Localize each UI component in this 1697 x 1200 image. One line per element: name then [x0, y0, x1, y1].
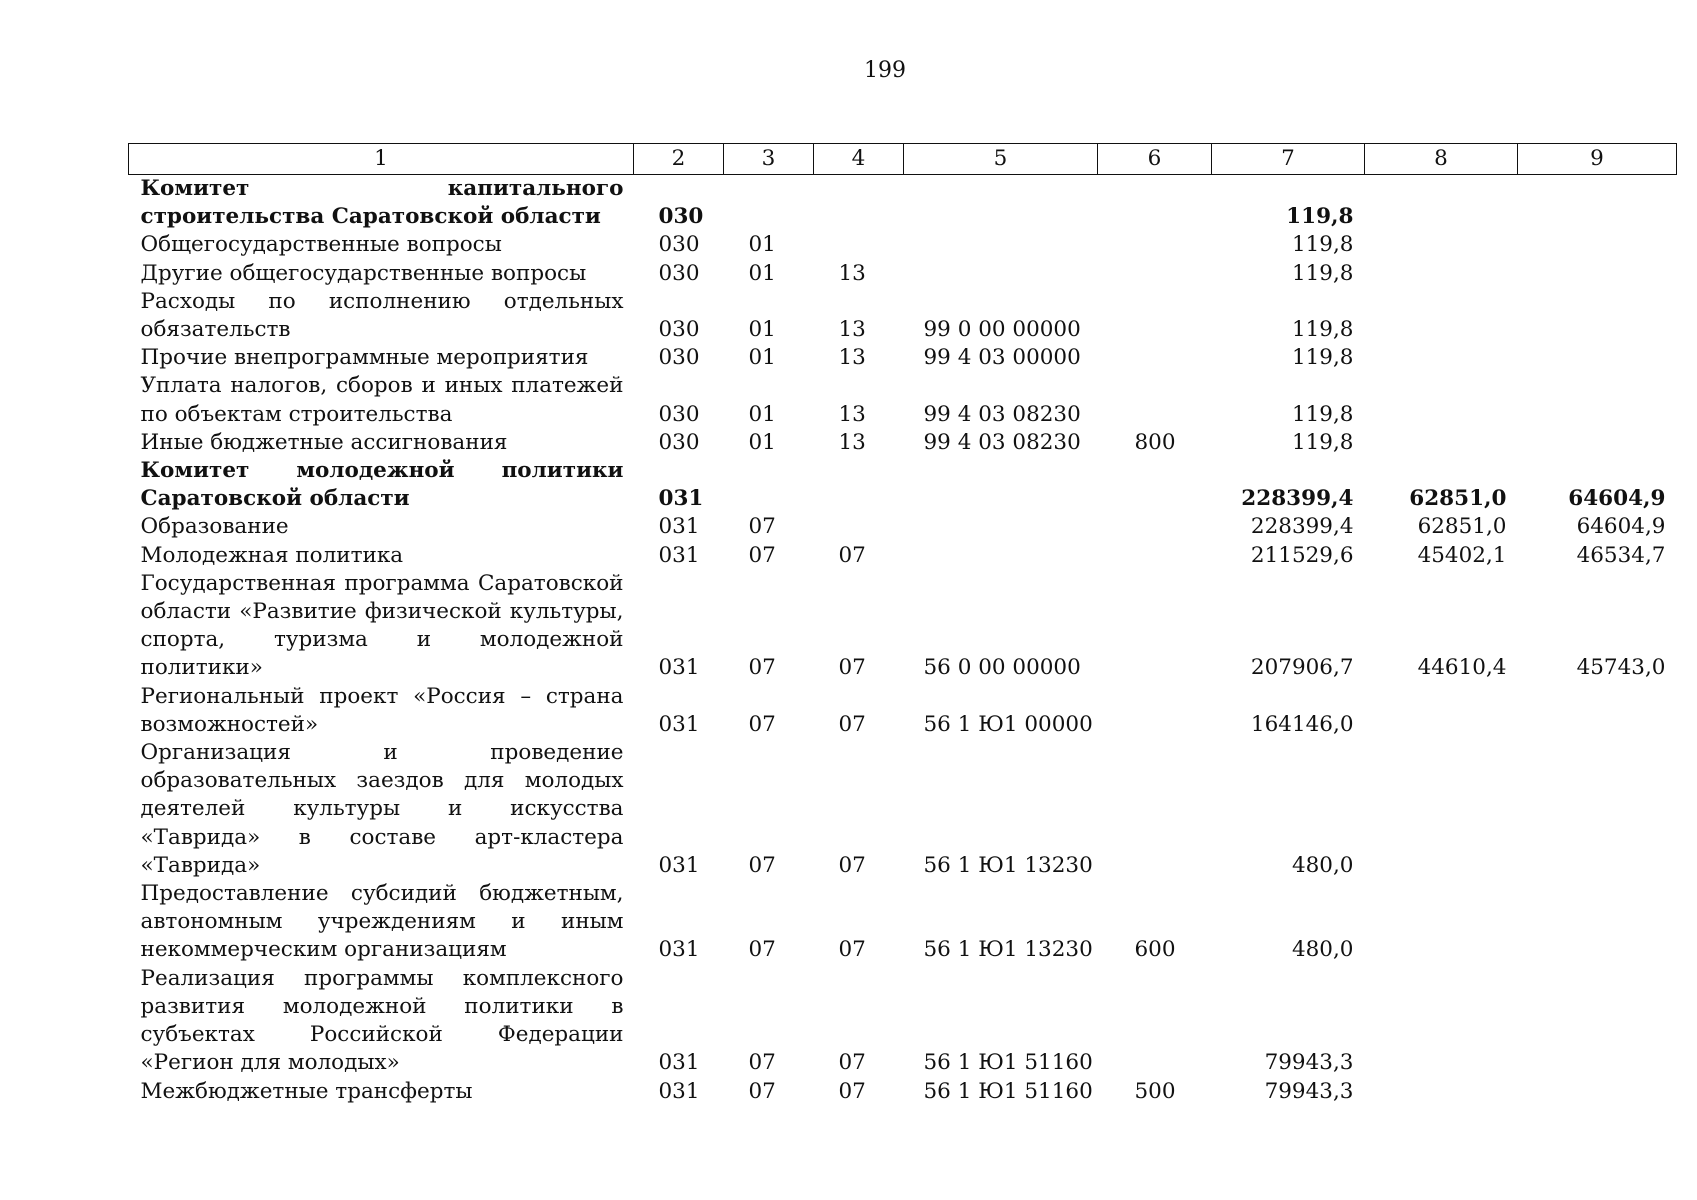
cell-target-article: 56 1 Ю1 51160 — [923, 1078, 1093, 1104]
cell-expense-type — [1098, 739, 1212, 880]
cell-ministry: 031 — [658, 486, 704, 512]
cell-expense-type — [1098, 683, 1212, 739]
cell-amount-col9 — [1518, 1078, 1677, 1106]
cell-amount-col7: 228399,4 — [1250, 514, 1354, 540]
table-row — [129, 739, 1677, 880]
cell-amount-col9 — [1518, 739, 1677, 880]
cell-ministry: 031 — [658, 1050, 700, 1076]
cell-subsection: 13 — [838, 345, 866, 371]
cell-expense-type — [1098, 513, 1212, 541]
cell-amount-col9 — [1518, 175, 1677, 232]
cell-amount-col8: 62851,0 — [1409, 486, 1507, 512]
cell-amount-col9: 64604,9 — [1568, 486, 1666, 512]
cell-amount-col9 — [1518, 429, 1677, 457]
table-row — [129, 513, 1677, 541]
cell-section: 07 — [748, 1050, 776, 1076]
cell-ministry: 031 — [658, 937, 700, 963]
cell-subsection: 07 — [838, 655, 866, 681]
cell-name: Другие общегосударственные вопросы — [140, 260, 587, 286]
cell-ministry: 030 — [658, 260, 700, 286]
cell-amount-col7: 119,8 — [1291, 232, 1354, 258]
cell-section: 01 — [748, 429, 776, 455]
cell-ministry: 030 — [658, 317, 700, 343]
cell-expense-type — [1098, 175, 1212, 232]
cell-target-article: 56 1 Ю1 13230 — [923, 937, 1093, 963]
cell-section — [724, 457, 814, 513]
cell-amount-col8 — [1365, 344, 1518, 372]
cell-ministry: 031 — [658, 711, 700, 737]
cell-amount-col7: 164146,0 — [1250, 711, 1354, 737]
header-col-1: 1 — [129, 144, 634, 175]
cell-section: 07 — [748, 655, 776, 681]
cell-expense-type — [1098, 457, 1212, 513]
table-row — [129, 542, 1677, 570]
cell-amount-col9: 46534,7 — [1576, 542, 1666, 568]
cell-amount-col8 — [1365, 260, 1518, 288]
table-row — [129, 1078, 1677, 1106]
header-col-5: 5 — [904, 144, 1098, 175]
cell-amount-col7: 480,0 — [1291, 852, 1354, 878]
header-col-7: 7 — [1212, 144, 1365, 175]
cell-ministry: 030 — [658, 401, 700, 427]
cell-amount-col8: 45402,1 — [1417, 542, 1507, 568]
cell-target-article — [904, 457, 1098, 513]
cell-expense-type — [1098, 288, 1212, 344]
cell-section — [724, 175, 814, 232]
cell-subsection — [814, 457, 904, 513]
cell-expense-type: 600 — [1134, 937, 1176, 963]
cell-subsection — [814, 175, 904, 232]
cell-amount-col7: 480,0 — [1291, 937, 1354, 963]
table-row — [129, 372, 1677, 428]
cell-amount-col7: 119,8 — [1291, 345, 1354, 371]
cell-amount-col7: 119,8 — [1286, 204, 1354, 230]
cell-subsection — [814, 513, 904, 541]
cell-amount-col9: 64604,9 — [1576, 514, 1666, 540]
cell-amount-col9 — [1518, 683, 1677, 739]
cell-ministry: 030 — [658, 429, 700, 455]
cell-name: Иные бюджетные ассигнования — [140, 429, 508, 455]
cell-target-article: 99 0 00 00000 — [923, 317, 1081, 343]
cell-ministry: 031 — [658, 655, 700, 681]
cell-expense-type — [1098, 344, 1212, 372]
cell-name: Уплата налогов, сборов и иных платежей по объектам строительства — [140, 373, 624, 427]
cell-target-article: 56 1 Ю1 00000 — [923, 711, 1093, 737]
cell-amount-col7: 207906,7 — [1250, 655, 1354, 681]
cell-ministry: 031 — [658, 542, 700, 568]
cell-ministry: 030 — [658, 204, 704, 230]
cell-ministry: 031 — [658, 514, 700, 540]
cell-amount-col8 — [1365, 288, 1518, 344]
cell-ministry: 031 — [658, 1078, 700, 1104]
cell-expense-type: 500 — [1134, 1078, 1176, 1104]
cell-amount-col7: 228399,4 — [1241, 486, 1354, 512]
cell-name: Прочие внепрограммные мероприятия — [140, 345, 589, 371]
cell-expense-type — [1098, 570, 1212, 683]
cell-target-article: 56 1 Ю1 51160 — [923, 1050, 1093, 1076]
cell-subsection: 07 — [838, 542, 866, 568]
cell-target-article — [904, 260, 1098, 288]
cell-ministry: 030 — [658, 232, 700, 258]
cell-amount-col7: 119,8 — [1291, 401, 1354, 427]
table-row — [129, 880, 1677, 965]
cell-section: 01 — [748, 401, 776, 427]
cell-amount-col8 — [1365, 1078, 1518, 1106]
cell-amount-col8 — [1365, 175, 1518, 232]
cell-target-article: 56 0 00 00000 — [923, 655, 1081, 681]
cell-subsection: 07 — [838, 852, 866, 878]
cell-name: Молодежная политика — [140, 542, 404, 568]
header-col-4: 4 — [814, 144, 904, 175]
cell-target-article: 99 4 03 00000 — [923, 345, 1081, 371]
table-row — [129, 457, 1677, 513]
cell-name: Образование — [140, 514, 289, 540]
cell-target-article — [904, 231, 1098, 259]
cell-amount-col9 — [1518, 260, 1677, 288]
cell-amount-col9 — [1518, 965, 1677, 1078]
header-col-2: 2 — [634, 144, 724, 175]
table-row — [129, 683, 1677, 739]
cell-name: Комитет капитального строительства Саратовской области — [140, 176, 624, 230]
cell-name: Межбюджетные трансферты — [140, 1078, 473, 1104]
cell-target-article — [904, 513, 1098, 541]
table-row — [129, 260, 1677, 288]
cell-name: Расходы по исполнению отдельных обязательств — [140, 288, 624, 343]
cell-amount-col9 — [1518, 288, 1677, 344]
header-col-6: 6 — [1098, 144, 1212, 175]
cell-expense-type: 800 — [1134, 429, 1176, 455]
table-row — [129, 965, 1677, 1078]
cell-name: Предоставление субсидий бюджетным, автономным учреждениям и иным некоммерческим организациям — [140, 881, 624, 963]
cell-expense-type — [1098, 542, 1212, 570]
cell-section: 07 — [748, 937, 776, 963]
cell-subsection: 07 — [838, 1078, 866, 1104]
cell-amount-col9: 45743,0 — [1576, 655, 1666, 681]
header-col-8: 8 — [1365, 144, 1518, 175]
cell-subsection: 13 — [838, 429, 866, 455]
cell-expense-type — [1098, 372, 1212, 428]
page-number: 199 — [864, 58, 906, 83]
table-row — [129, 175, 1677, 232]
cell-subsection: 13 — [838, 260, 866, 286]
cell-target-article — [904, 542, 1098, 570]
cell-subsection: 13 — [838, 401, 866, 427]
cell-amount-col8 — [1365, 739, 1518, 880]
cell-name: Комитет молодежной политики Саратовской области — [140, 458, 624, 512]
cell-name: Общегосударственные вопросы — [140, 232, 502, 258]
cell-amount-col8 — [1365, 965, 1518, 1078]
cell-amount-col9 — [1518, 231, 1677, 259]
cell-section: 07 — [748, 1078, 776, 1104]
cell-subsection — [814, 231, 904, 259]
cell-expense-type — [1098, 231, 1212, 259]
cell-expense-type — [1098, 965, 1212, 1078]
cell-amount-col7: 79943,3 — [1264, 1078, 1354, 1104]
table-header — [129, 144, 1677, 175]
cell-amount-col7: 119,8 — [1291, 260, 1354, 286]
cell-amount-col8: 44610,4 — [1417, 655, 1507, 681]
cell-amount-col8: 62851,0 — [1417, 514, 1507, 540]
header-row — [129, 144, 1677, 175]
cell-amount-col8 — [1365, 880, 1518, 965]
cell-section: 07 — [748, 542, 776, 568]
cell-subsection: 07 — [838, 937, 866, 963]
cell-amount-col8 — [1365, 429, 1518, 457]
cell-section: 01 — [748, 260, 776, 286]
cell-amount-col9 — [1518, 344, 1677, 372]
cell-amount-col9 — [1518, 880, 1677, 965]
cell-subsection: 07 — [838, 711, 866, 737]
cell-amount-col9 — [1518, 372, 1677, 428]
cell-ministry: 030 — [658, 345, 700, 371]
cell-target-article — [904, 175, 1098, 232]
cell-amount-col8 — [1365, 372, 1518, 428]
cell-name: Государственная программа Саратовской области «Развитие физической культуры, спорта, туризма и молодежной политики» — [140, 570, 624, 681]
cell-section: 01 — [748, 232, 776, 258]
cell-target-article: 99 4 03 08230 — [923, 401, 1081, 427]
budget-table — [128, 143, 1677, 1106]
header-col-3: 3 — [724, 144, 814, 175]
cell-section: 07 — [748, 711, 776, 737]
cell-subsection: 13 — [838, 317, 866, 343]
cell-amount-col7: 119,8 — [1291, 317, 1354, 343]
table-row — [129, 570, 1677, 683]
cell-amount-col7: 211529,6 — [1250, 542, 1354, 568]
cell-ministry: 031 — [658, 852, 700, 878]
table-row — [129, 288, 1677, 344]
cell-name: Реализация программы комплексного развития молодежной политики в субъектах Российской Федерации «Регион для молодых» — [140, 965, 624, 1076]
header-col-9: 9 — [1518, 144, 1677, 175]
cell-amount-col7: 79943,3 — [1264, 1050, 1354, 1076]
cell-name: Организация и проведение образовательных заездов для молодых деятелей культуры и искусства «Таврида» в составе арт-кластера «Таврида» — [140, 740, 624, 878]
table-row — [129, 429, 1677, 457]
cell-amount-col7: 119,8 — [1291, 429, 1354, 455]
table-row — [129, 231, 1677, 259]
cell-target-article: 56 1 Ю1 13230 — [923, 852, 1093, 878]
cell-expense-type — [1098, 260, 1212, 288]
cell-section: 01 — [748, 345, 776, 371]
table-body — [129, 175, 1677, 1106]
cell-section: 07 — [748, 852, 776, 878]
cell-amount-col8 — [1365, 683, 1518, 739]
cell-target-article: 99 4 03 08230 — [923, 429, 1081, 455]
cell-section: 01 — [748, 317, 776, 343]
cell-subsection: 07 — [838, 1050, 866, 1076]
cell-section: 07 — [748, 514, 776, 540]
cell-name: Региональный проект «Россия – страна возможностей» — [140, 683, 624, 737]
cell-amount-col8 — [1365, 231, 1518, 259]
table-row — [129, 344, 1677, 372]
